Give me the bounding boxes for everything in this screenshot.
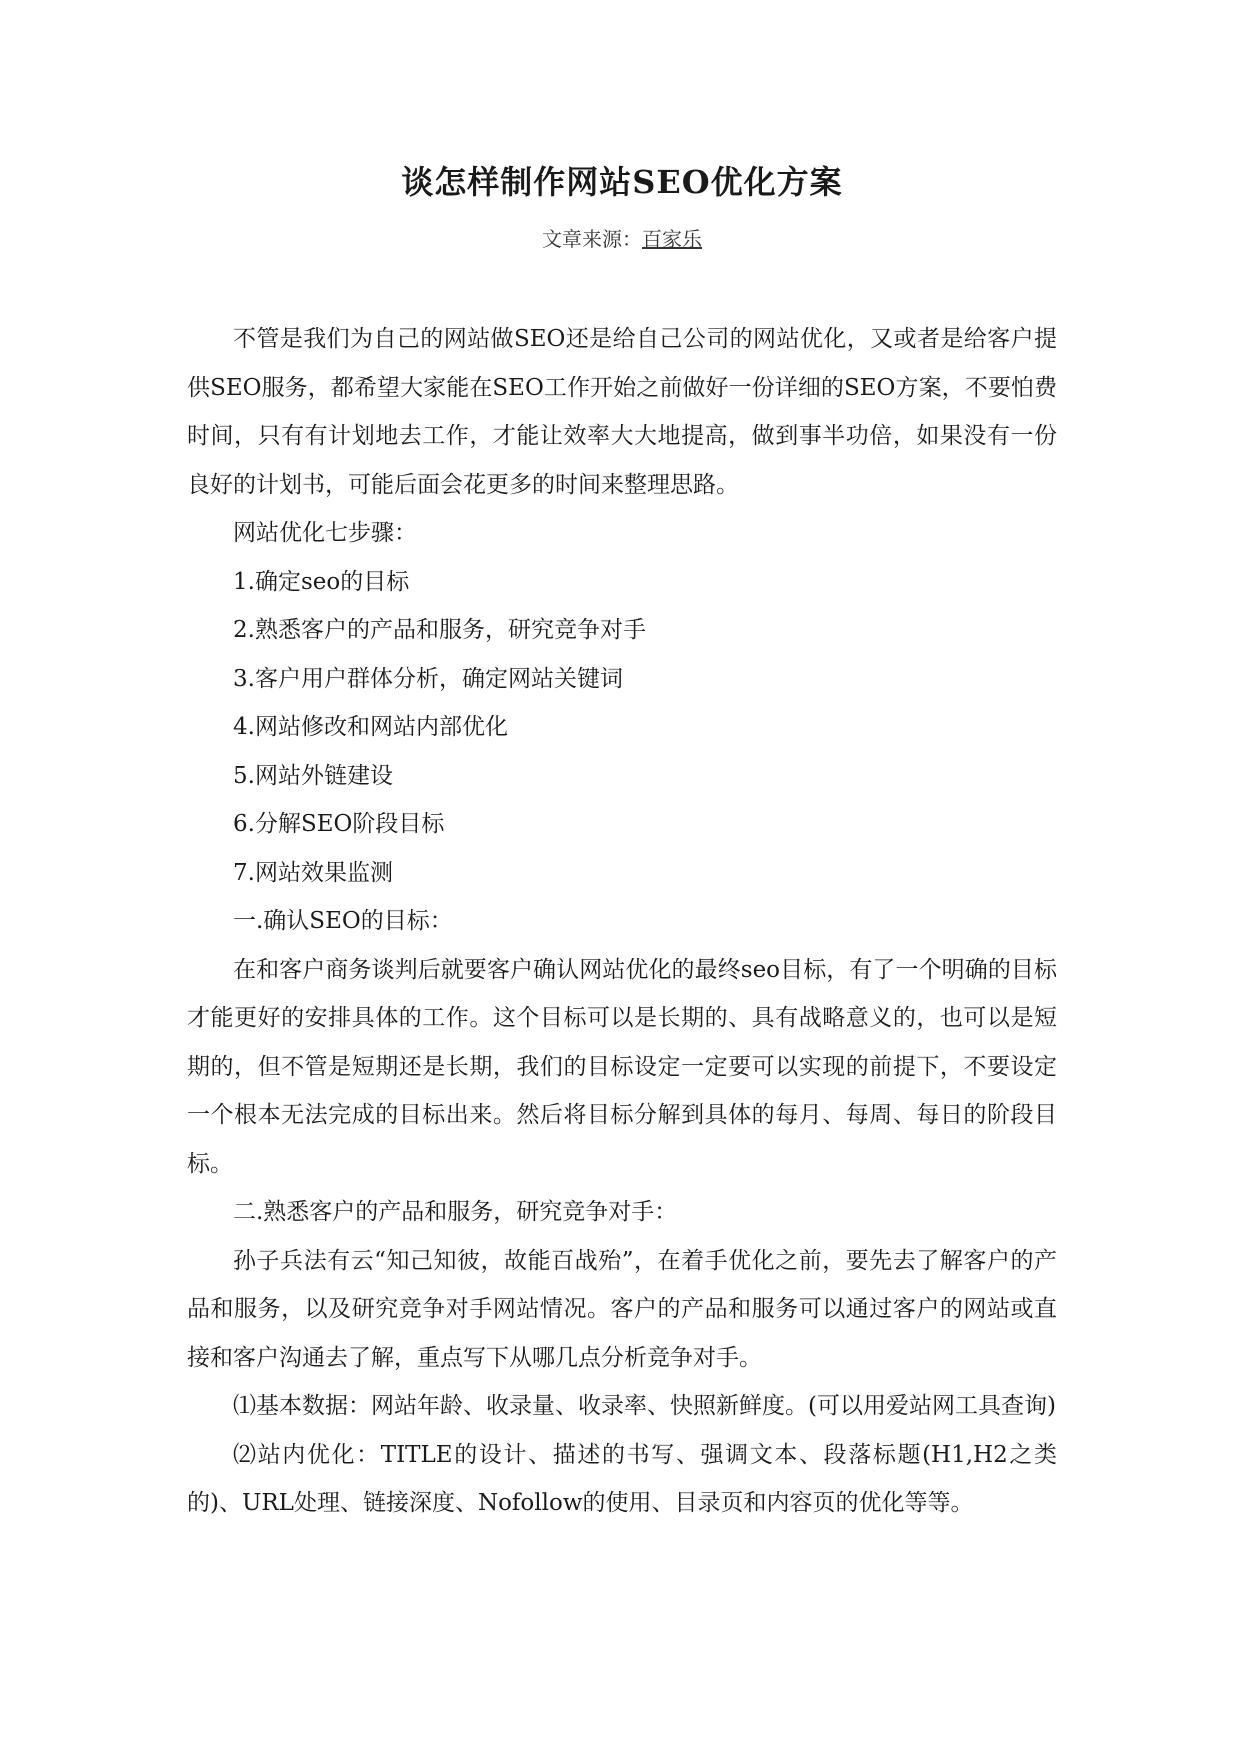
section-heading-1: 一.确认SEO的目标： (233, 908, 453, 934)
paragraph-onsite-optimization: ⑵站内优化：TITLE的设计、描述的书写、强调文本、段落标题(H1,H2之类的)、URL处理、链接深度、Nofollow的使用、目录页和内容页的优化等等。 (187, 1441, 1057, 1516)
paragraph-steps-heading: 网站优化七步骤： (233, 520, 417, 546)
paragraph-basic-data: ⑴基本数据：网站年龄、收录量、收录率、快照新鲜度。(可以用爱站网工具查询) (233, 1393, 1056, 1419)
paragraph-section-2: 孙子兵法有云“知己知彼，故能百战殆”，在着手优化之前，要先去了解客户的产品和服务，以及研究竞争对手网站情况。客户的产品和服务可以通过客户的网站或直接和客户沟通去了解，重点写下从哪几点分析竞争对手。 (187, 1247, 1057, 1371)
list-item-step-4: 4.网站修改和网站内部优化 (233, 714, 508, 740)
source-link[interactable]: 百家乐 (642, 227, 702, 251)
list-item-step-2: 2.熟悉客户的产品和服务，研究竞争对手 (233, 617, 646, 643)
paragraph-intro: 不管是我们为自己的网站做SEO还是给自己公司的网站优化，又或者是给客户提供SEO服务，都希望大家能在SEO工作开始之前做好一份详细的SEO方案，不要怕费时间，只有有计划地去工作，才能让效率大大地提高，做到事半功倍，如果没有一份良好的计划书，可能后面会花更多的时间来整理思路。 (187, 326, 1057, 498)
source-label: 文章来源： (542, 227, 642, 251)
list-item-step-5: 5.网站外链建设 (233, 762, 393, 789)
document-body (187, 315, 1057, 1528)
paragraph-section-1: 在和客户商务谈判后就要客户确认网站优化的最终seo目标，有了一个明确的目标才能更好的安排具体的工作。这个目标可以是长期的、具有战略意义的，也可以是短期的，但不管是短期还是长期，我们的目标设定一定要可以实现的前提下，不要设定一个根本无法完成的目标出来。然后将目标分解到具体的每月、每周、每日的阶段目标。 (187, 956, 1057, 1177)
section-heading-2: 二.熟悉客户的产品和服务，研究竞争对手： (233, 1199, 678, 1225)
list-item-step-1: 1.确定seo的目标 (233, 568, 410, 595)
list-item-step-3: 3.客户用户群体分析，确定网站关键词 (233, 665, 623, 692)
list-item-step-7: 7.网站效果监测 (233, 859, 393, 886)
article-source (187, 224, 1057, 254)
list-item-step-6: 6.分解SEO阶段目标 (233, 811, 445, 837)
document-title: 谈怎样制作网站SEO优化方案 (401, 163, 843, 201)
